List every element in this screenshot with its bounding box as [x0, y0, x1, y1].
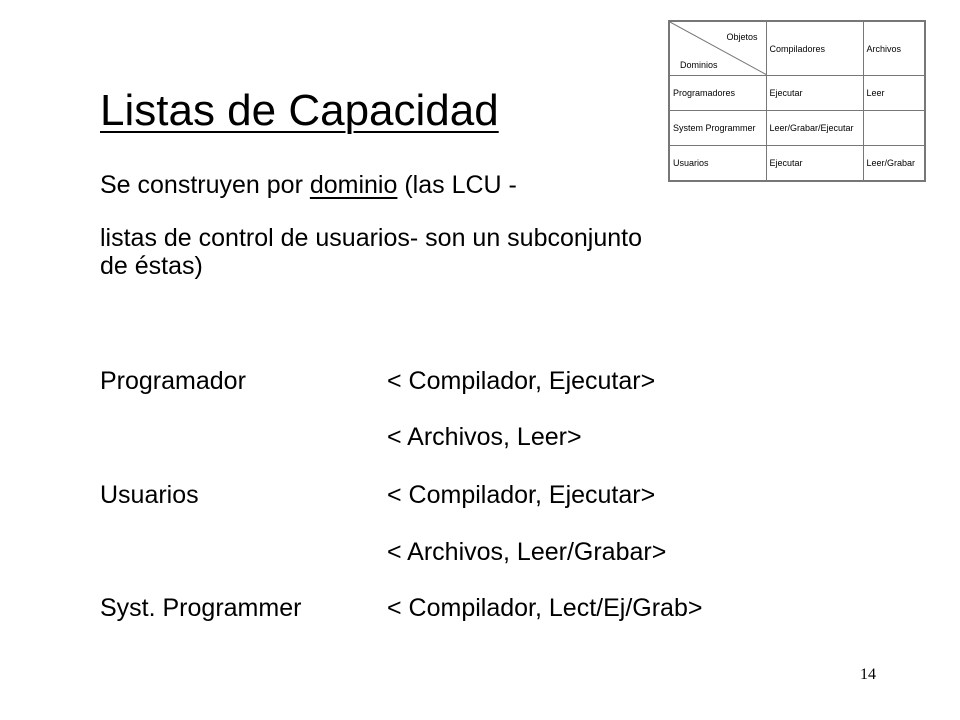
- capability-value: < Compilador, Ejecutar>: [387, 481, 656, 509]
- table-cell: [863, 111, 925, 146]
- capability-value: < Archivos, Leer/Grabar>: [387, 538, 667, 566]
- access-matrix-table: [668, 20, 926, 182]
- capability-label: Usuarios: [100, 481, 199, 509]
- table-row: [669, 146, 925, 182]
- column-header: Archivos: [863, 21, 925, 76]
- slide-title: Listas de Capacidad: [100, 86, 499, 135]
- row-header: Usuarios: [669, 146, 766, 182]
- table-row: [669, 111, 925, 146]
- table-cell: Ejecutar: [766, 146, 863, 182]
- table-row: [669, 76, 925, 111]
- corner-objects-label: Objetos: [726, 32, 758, 42]
- column-header: Compiladores: [766, 21, 863, 76]
- table-header-row: [669, 21, 925, 76]
- table-cell: Leer: [863, 76, 925, 111]
- intro-emphasis: dominio: [309, 171, 398, 199]
- row-header: System Programmer: [669, 111, 766, 146]
- capability-value: < Compilador, Lect/Ej/Grab>: [387, 594, 703, 622]
- row-header: Programadores: [669, 76, 766, 111]
- intro-text: (las LCU -: [397, 171, 517, 199]
- matrix-corner-cell: [669, 21, 766, 76]
- intro-text: Se construyen por: [100, 171, 310, 199]
- table-cell: Leer/Grabar: [863, 146, 925, 182]
- table-cell: Ejecutar: [766, 76, 863, 111]
- intro-line-2: listas de control de usuarios- son un subconjunto: [100, 224, 642, 252]
- intro-line-1: [100, 171, 517, 199]
- corner-domains-label: Dominios: [680, 60, 718, 70]
- table-cell: Leer/Grabar/Ejecutar: [766, 111, 863, 146]
- intro-line-3: de éstas): [100, 252, 203, 280]
- capability-label: Programador: [100, 367, 246, 395]
- capability-value: < Compilador, Ejecutar>: [387, 367, 656, 395]
- capability-value: < Archivos, Leer>: [387, 423, 582, 451]
- capability-label: Syst. Programmer: [100, 594, 302, 622]
- page-number: 14: [860, 666, 876, 683]
